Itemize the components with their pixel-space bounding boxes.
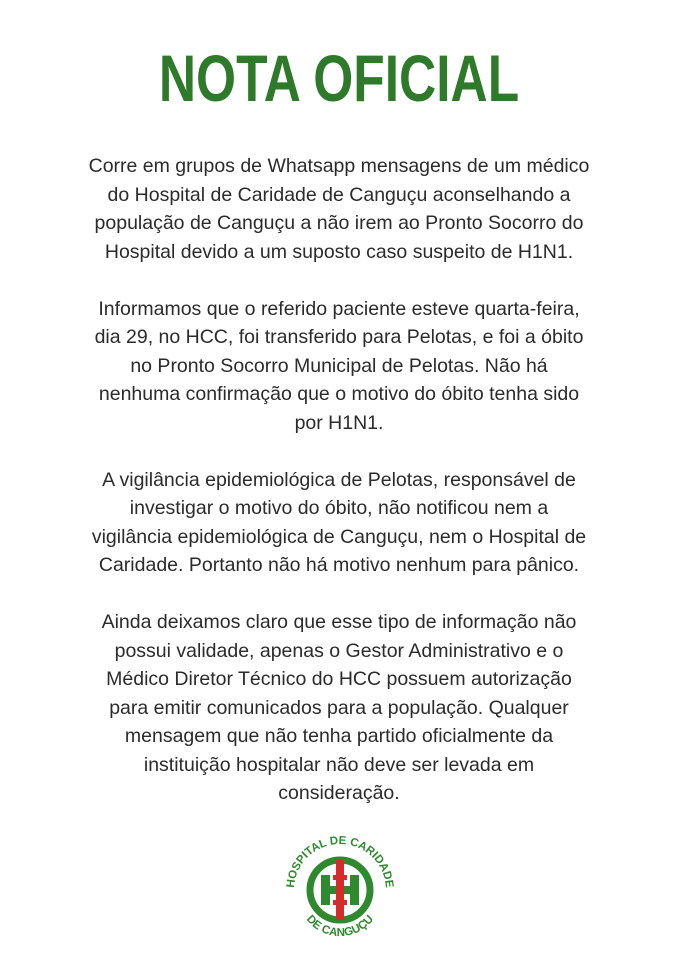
hospital-seal (280, 826, 400, 950)
logo-top-text: HOSPITAL DE CARIDADE (284, 834, 396, 889)
text-line: Ainda deixamos claro que esse tipo de informação não (101, 611, 577, 633)
hospital-logo (280, 826, 400, 950)
text-line: Caridade. Portanto não há motivo nenhum para pânico. (98, 554, 580, 576)
text-line: Médico Diretor Técnico do HCC possuem autorização (106, 668, 572, 690)
text-line: Informamos que o referido paciente esteve quarta-feira, (98, 297, 580, 320)
paragraph-1 (40, 152, 638, 266)
text-line: dia 29, no HCC, foi transferido para Pelotas, e foi a óbito (94, 326, 584, 348)
logo-bottom-text: DE CANGUÇU (303, 913, 377, 940)
page-title: NOTA OFICIAL (158, 41, 520, 115)
paragraph-4 (40, 608, 638, 808)
text-line: vigilância epidemiológica de Canguçu, nem o Hospital de (91, 525, 587, 548)
text-line: A vigilância epidemiológica de Pelotas, responsável de (102, 468, 576, 491)
text-line: por H1N1. (294, 411, 384, 434)
text-line: no Pronto Socorro Municipal de Pelotas. Não há (130, 354, 548, 377)
text-line: investigar o motivo do óbito, não notificou nem a (129, 497, 549, 519)
text-line: possui validade, apenas o Gestor Administrativo e o (114, 639, 564, 662)
text-line: Hospital devido a um suposto caso suspeito de H1N1. (104, 240, 574, 263)
text-line: nenhuma confirmação que o motivo do óbito tenha sido (98, 383, 580, 405)
paragraph-3 (40, 466, 638, 580)
paragraph-2 (40, 295, 638, 438)
text-line: população de Canguçu a não irem ao Pronto Socorro do (94, 212, 584, 234)
text-line: para emitir comunicados para a população. Qualquer (109, 696, 569, 719)
text-line: Corre em grupos de Whatsapp mensagens de um médico (88, 155, 590, 177)
official-note-body (40, 152, 638, 836)
text-line: mensagem que não tenha partido oficialmente da (124, 725, 554, 747)
text-line: instituição hospitalar não deve ser levada em (143, 753, 535, 776)
hospital-h-cross-icon (310, 860, 370, 920)
text-line: consideração. (278, 782, 400, 804)
text-line: do Hospital de Caridade de Canguçu aconselhando a (107, 183, 571, 206)
